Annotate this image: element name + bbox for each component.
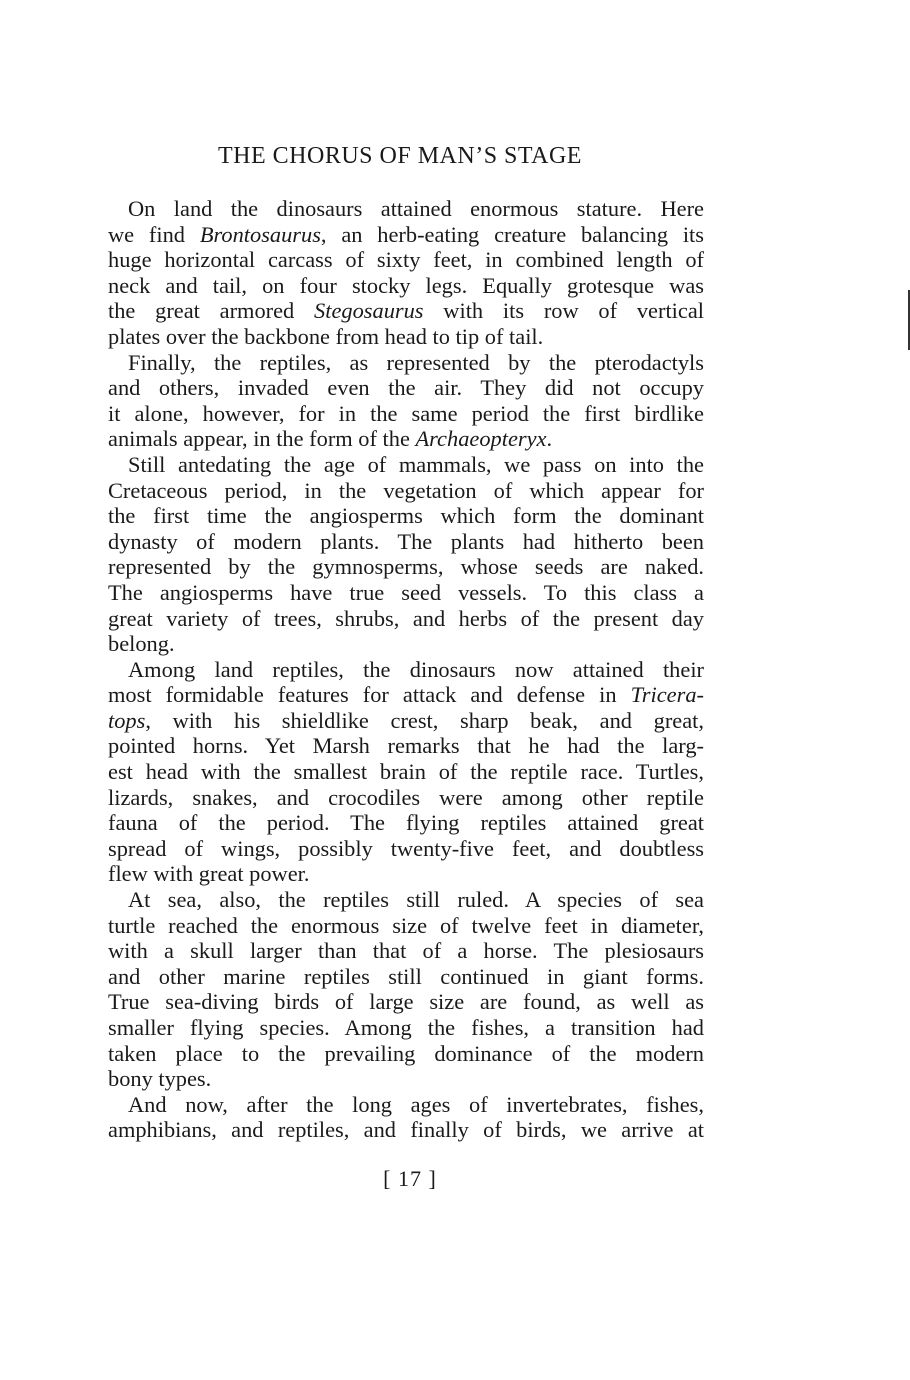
text-line: smaller flying species. Among the fishes, a transition had (108, 1015, 704, 1040)
text-line: and others, invaded even the air. They did not occupy (108, 375, 704, 401)
text-line: amphibians, and reptiles, and finally of birds, we arrive at (108, 1117, 704, 1143)
page-number: [ 17 ] (383, 1166, 437, 1191)
text-line: tops, with his shieldlike crest, sharp beak, and great, (108, 707, 704, 733)
text-line: dynasty of modern plants. The plants had hitherto been (108, 528, 704, 554)
text-line: neck and tail, on four stocky legs. Equally grotesque was (108, 272, 704, 298)
italic-term: Stegosaurus (314, 298, 424, 324)
text-line: the great armored Stegosaurus with its row of vertical (108, 298, 704, 324)
paragraph (108, 452, 704, 657)
text-line: flew with great power. (108, 861, 310, 887)
paragraph (108, 887, 704, 1092)
paragraph (108, 657, 704, 887)
text-line: represented by the gymnosperms, whose seeds are naked. (108, 554, 704, 580)
text-line: animals appear, in the form of the Archaeopteryx. (108, 426, 553, 452)
text-line: And now, after the long ages of invertebrates, fishes, (128, 1091, 704, 1117)
italic-term: tops (108, 707, 146, 733)
text-line: On land the dinosaurs attained enormous stature. Here (128, 196, 704, 221)
text-line: Cretaceous period, in the vegetation of which appear for (108, 477, 704, 503)
running-head: THE CHORUS OF MAN’S STAGE (218, 143, 582, 169)
text-line: most formidable features for attack and defense in Tricera- (108, 682, 704, 708)
text-line: The angiosperms have true seed vessels. To this class a (108, 579, 704, 605)
text-line: taken place to the prevailing dominance of the modern (108, 1040, 704, 1066)
text-line: Finally, the reptiles, as represented by the pterodactyls (128, 349, 704, 375)
text-line: great variety of trees, shrubs, and herbs of the present day (108, 605, 704, 631)
paragraph (108, 196, 704, 350)
text-line: At sea, also, the reptiles still ruled. A species of sea (128, 887, 704, 913)
text-line: fauna of the period. The flying reptiles attained great (108, 810, 704, 836)
text-line: and other marine reptiles still continued in giant forms. (108, 963, 704, 989)
text-line: it alone, however, for in the same period the first birdlike (108, 400, 704, 426)
text-line: True sea-diving birds of large size are found, as well as (108, 989, 704, 1015)
text-line: the first time the angiosperms which form the dominant (108, 503, 704, 529)
text-line: with a skull larger than that of a horse. The plesiosaurs (108, 938, 704, 964)
text-line: plates over the backbone from head to tip of tail. (108, 323, 544, 349)
paragraph (108, 1092, 704, 1143)
text-line: Among land reptiles, the dinosaurs now attained their (128, 656, 704, 682)
text-line: bony types. (108, 1066, 212, 1092)
text-line: spread of wings, possibly twenty-five feet, and doubtless (108, 835, 704, 861)
text-line: Still antedating the age of mammals, we pass on into the (128, 451, 704, 477)
italic-term: Brontosaurus (199, 221, 321, 247)
text-line: pointed horns. Yet Marsh remarks that he had the larg- (108, 733, 704, 759)
text-line: turtle reached the enormous size of twelve feet in diameter, (108, 912, 704, 938)
text-line: belong. (108, 631, 175, 657)
text-line: we find Brontosaurus, an herb-eating creature balancing its (108, 221, 704, 247)
text-line: huge horizontal carcass of sixty feet, in combined length of (108, 247, 704, 273)
italic-term: Tricera- (630, 682, 704, 708)
italic-term: Archaeopteryx (415, 426, 547, 452)
text-line: est head with the smallest brain of the reptile race. Turtles, (108, 759, 704, 785)
body-text (108, 196, 704, 1143)
paragraph (108, 350, 704, 452)
text-line: lizards, snakes, and crocodiles were among other reptile (108, 784, 704, 810)
